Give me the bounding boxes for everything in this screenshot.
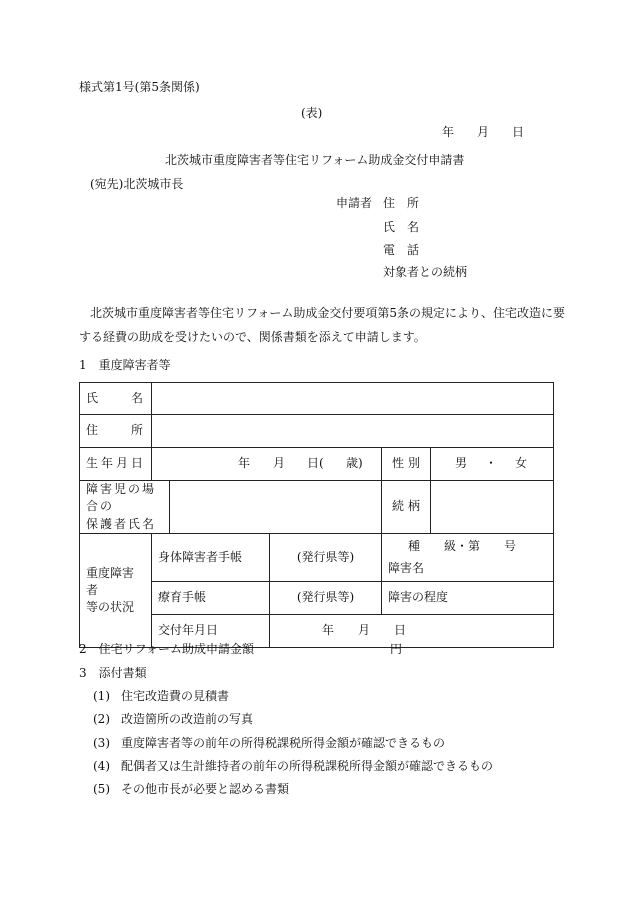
name-label-cell: [80, 383, 152, 415]
address-label-cell: [80, 415, 152, 448]
section1-heading: 1 重度障害者等: [79, 358, 171, 372]
row-address: [80, 415, 554, 448]
attachment-text: 改造箇所の改造前の写真: [121, 712, 254, 726]
name-label-left: 氏: [86, 390, 99, 405]
form-number: 様式第1号(第5条関係): [79, 80, 200, 94]
grade-cell[interactable]: [382, 534, 554, 582]
rehab-book-label: 療育手帳: [152, 582, 270, 615]
physical-book-label: 身体障害者手帳: [152, 534, 270, 582]
applicant-name-label: 氏 名: [383, 220, 420, 234]
guardian-input-cell[interactable]: [170, 481, 382, 534]
issue-month: 月: [358, 623, 371, 638]
birth-year: 年: [238, 456, 251, 470]
date-month: 月: [477, 125, 490, 139]
name-label-right: 名: [130, 390, 143, 405]
relation-input-cell[interactable]: [431, 481, 554, 534]
issue-date-label: 交付年月日: [152, 615, 270, 648]
issue-date-input-cell[interactable]: [270, 615, 554, 648]
issuer-label-1: (発行県等): [270, 534, 382, 582]
address-label-left: 住: [86, 423, 99, 438]
birth-char-2: 年: [100, 456, 113, 471]
sex-choice-cell[interactable]: [431, 448, 554, 481]
row-physical-book: [80, 534, 554, 582]
sex-dot: ・: [484, 456, 497, 471]
side-indicator: (表): [301, 106, 323, 120]
attachment-text: 配偶者又は生計維持者の前年の所得税課税所得金額が確認できるもの: [121, 759, 494, 773]
birth-char-1: 生: [86, 456, 99, 471]
guardian-label-line-1: 障害児の場合の: [86, 482, 157, 514]
attachment-item: [93, 760, 493, 772]
row-birthdate: [80, 448, 554, 481]
guardian-label-cell: [80, 481, 170, 534]
date-day: 日: [512, 125, 525, 139]
section3-heading: 3 添付書類: [79, 666, 147, 680]
date-year: 年: [442, 125, 455, 139]
birth-day-age: 日(: [307, 456, 324, 470]
document-title: 北茨城市重度障害者等住宅リフォーム助成金交付申請書: [165, 153, 465, 167]
row-name: [80, 383, 554, 415]
attachment-num: (1): [93, 689, 110, 703]
status-label-line-2: 等の状況: [86, 600, 135, 615]
addressee: (宛先)北茨城市長: [90, 177, 184, 191]
issue-day: 日: [394, 623, 407, 638]
birthdate-label-cell: [80, 448, 152, 481]
attachment-num: (4): [93, 759, 110, 773]
row-rehab-book: [80, 582, 554, 615]
attachment-num: (5): [93, 782, 110, 796]
applicant-label: 申請者: [336, 196, 373, 210]
birth-char-3: 月: [115, 456, 128, 471]
relation-label-right: 柄: [407, 499, 420, 514]
row-guardian: [80, 481, 554, 534]
status-label-cell: [80, 534, 152, 648]
intro-line-2: する経費の助成を受けたいので、関係書類を添えて申請します。: [79, 330, 426, 344]
sex-female[interactable]: 女: [514, 456, 527, 471]
disability-degree-label: 障害の程度: [382, 582, 554, 615]
attachment-item: [93, 783, 289, 795]
attachment-item: [93, 690, 229, 702]
applicant-address-label: 住 所: [383, 196, 420, 210]
attachment-text: 重度障害者等の前年の所得税課税所得金額が確認できるもの: [121, 736, 446, 750]
birthdate-input-cell[interactable]: [152, 448, 382, 481]
guardian-label-line-2: 保護者氏名: [86, 516, 157, 531]
issue-year: 年: [322, 623, 335, 638]
disabled-person-table: [79, 382, 554, 648]
attachment-item: [93, 713, 253, 725]
attachment-text: 住宅改造費の見積書: [121, 689, 230, 703]
birth-char-4: 日: [130, 456, 143, 471]
sex-male[interactable]: 男: [455, 456, 468, 471]
issuer-label-2: (発行県等): [270, 582, 382, 615]
relation-label-cell: [382, 481, 431, 534]
name-input-cell[interactable]: [152, 383, 554, 415]
attachment-text: その他市長が必要と認める書類: [121, 782, 290, 796]
sex-label-left: 性: [392, 456, 405, 471]
attachment-num: (3): [93, 736, 110, 750]
address-input-cell[interactable]: [152, 415, 554, 448]
intro-line-1: 北茨城市重度障害者等住宅リフォーム助成金交付要項第5条の規定により、住宅改造に要: [90, 306, 566, 320]
applicant-relation-label: 対象者との続柄: [383, 265, 468, 279]
birth-age: 歳): [346, 456, 363, 470]
applicant-phone-label: 電 話: [383, 243, 420, 257]
attachment-num: (2): [93, 712, 110, 726]
relation-label-left: 続: [392, 499, 405, 514]
attachment-item: [93, 737, 445, 749]
sex-label-right: 別: [407, 456, 420, 471]
sex-label-cell: [382, 448, 431, 481]
address-label-right: 所: [130, 423, 143, 438]
birth-month: 月: [273, 456, 286, 470]
disability-name-label: 障害名: [388, 560, 425, 575]
status-label-line-1: 重度障害者: [86, 565, 135, 597]
section2-heading: 2 住宅リフォーム助成申請金額: [79, 642, 255, 656]
amount-yen: 円: [390, 642, 403, 656]
grade-label: 種 級・第 号: [408, 539, 517, 554]
